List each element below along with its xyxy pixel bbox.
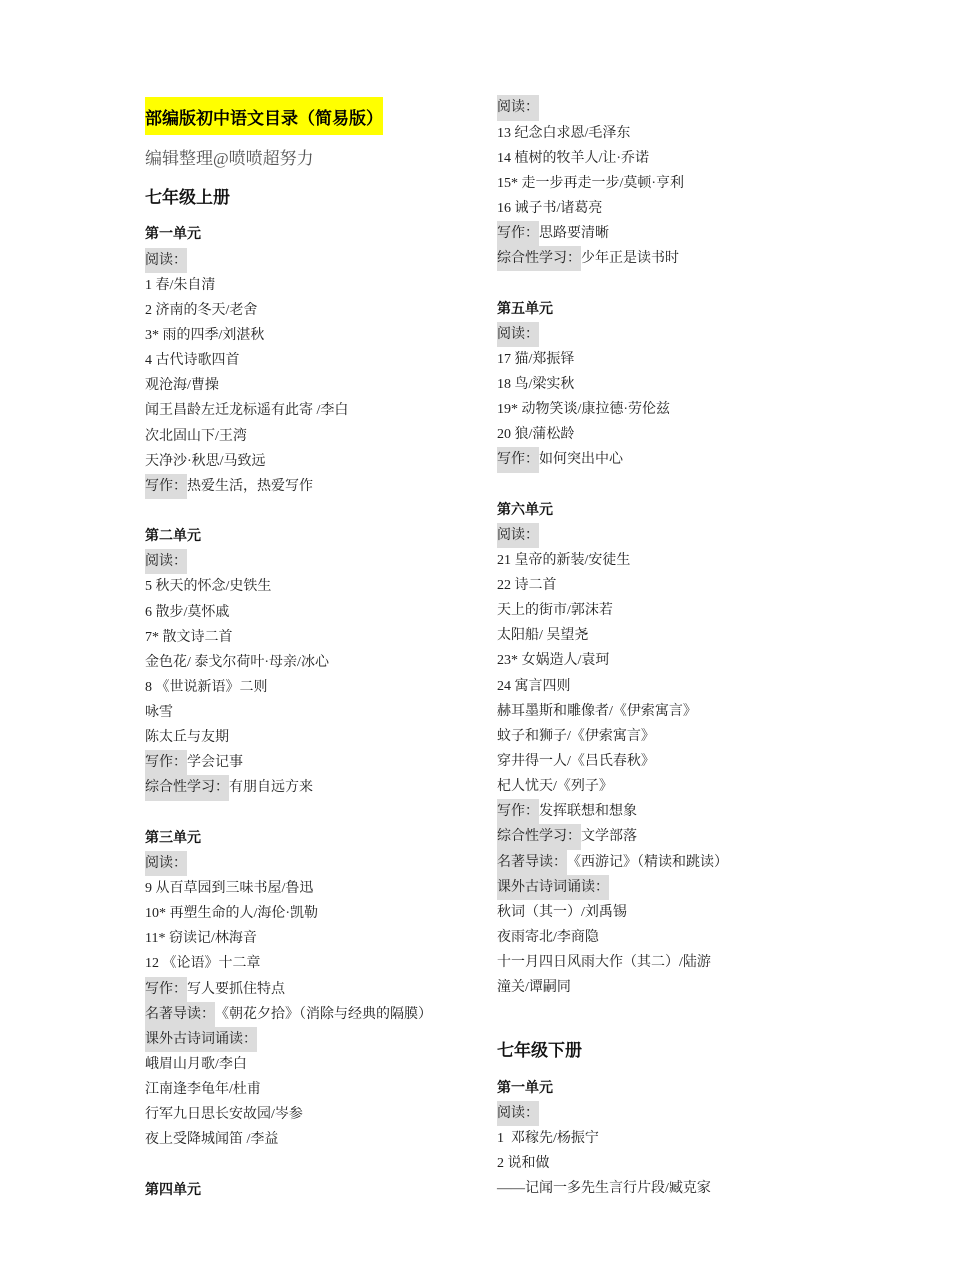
line-text: 2 济南的冬天/老舍 (145, 302, 258, 318)
line-text: 发挥联想和想象 (539, 804, 637, 820)
lesson-line (145, 650, 490, 675)
line-text: 观沧海/曹操 (145, 378, 219, 394)
lesson-line (145, 348, 490, 373)
line-text: 18 鸟/梁实秋 (497, 376, 575, 392)
line-text: 15* 走一步再走一步/莫顿·亨利 (497, 175, 685, 191)
line-text: 秋词（其一）/刘禹锡 (497, 904, 627, 920)
line-text: 文学部落 (581, 829, 637, 845)
section-label: 名著导读： (145, 1002, 215, 1027)
line-text: 咏雪 (145, 705, 173, 721)
unit-block-5 (497, 297, 927, 473)
lesson-line (497, 674, 927, 699)
lesson-line (145, 700, 490, 725)
line-text: 7* 散文诗二首 (145, 629, 233, 645)
section-label-line (145, 775, 490, 800)
section-label-line (145, 750, 490, 775)
lesson-line (145, 1052, 490, 1077)
section-label: 写作： (497, 221, 539, 246)
section-label-line (497, 246, 927, 271)
line-text: 《西游记》（精读和跳读） (567, 854, 728, 870)
section-label-line (145, 1027, 490, 1052)
line-text: 有朋自远方来 (229, 780, 313, 796)
line-text: 天上的街市/郭沫若 (497, 603, 613, 619)
section-label: 课外古诗词诵读： (497, 875, 609, 900)
section-label: 名著导读： (497, 850, 567, 875)
section-label: 阅读： (145, 851, 187, 876)
section-label: 写作： (145, 474, 187, 499)
section-label-line (497, 221, 927, 246)
section-label-line (497, 95, 927, 120)
section-label-line (145, 977, 490, 1002)
lesson-line (145, 901, 490, 926)
lesson-line (145, 725, 490, 750)
section-label-line (145, 851, 490, 876)
section-label-line (497, 1101, 927, 1126)
unit-heading: 第一单元 (145, 227, 201, 243)
line-text: 8 《世说新语》二则 (145, 679, 268, 695)
lesson-line (497, 1176, 927, 1201)
line-text: 赫耳墨斯和雕像者/《伊索寓言》 (497, 703, 697, 719)
lesson-line (145, 625, 490, 650)
lesson-line (145, 398, 490, 423)
section-label: 写作： (145, 750, 187, 775)
lesson-line (497, 598, 927, 623)
line-text: 22 诗二首 (497, 578, 557, 594)
section-label: 阅读： (497, 322, 539, 347)
line-text: 十一月四日风雨大作（其二）/陆游 (497, 955, 711, 971)
line-text: 如何突出中心 (539, 452, 623, 468)
upper-units-left (145, 222, 490, 1202)
left-column (145, 97, 490, 1203)
spacer (145, 801, 490, 826)
line-text: 夜上受降城闻笛 /李益 (145, 1132, 279, 1148)
lower-unit-block-1 (497, 1076, 927, 1202)
section-label: 阅读： (497, 1101, 539, 1126)
lesson-line (145, 1127, 490, 1152)
lesson-line (145, 1077, 490, 1102)
lesson-line (497, 648, 927, 673)
line-text: 14 植树的牧羊人/让·乔诺 (497, 150, 650, 166)
unit-block-3 (145, 826, 490, 1153)
lesson-line (145, 424, 490, 449)
line-text: 天净沙·秋思/马致远 (145, 453, 266, 469)
line-text: 热爱生活，热爱写作 (187, 478, 313, 494)
line-text: 1 春/朱自清 (145, 277, 216, 293)
document-title: 部编版初中语文目录（简易版） (145, 97, 383, 135)
lesson-line (145, 600, 490, 625)
editor-credit: 编辑整理@喷喷超努力 (145, 149, 314, 168)
line-text: 行军九日思长安故园/岑参 (145, 1107, 303, 1123)
unit-block-4-lines (497, 95, 927, 271)
line-text: 20 狼/蒲松龄 (497, 427, 575, 443)
lesson-line (145, 675, 490, 700)
lesson-line (145, 298, 490, 323)
line-text: 次北固山下/王湾 (145, 428, 247, 444)
line-text: 23* 女娲造人/袁珂 (497, 653, 610, 669)
unit-heading: 第五单元 (497, 301, 553, 317)
lesson-line (497, 146, 927, 171)
section-label-line (497, 850, 927, 875)
lesson-line (497, 347, 927, 372)
lesson-line (497, 372, 927, 397)
section-label-line (497, 824, 927, 849)
lesson-line (145, 373, 490, 398)
spacer (497, 271, 927, 296)
lesson-line (497, 950, 927, 975)
line-text: 1 邓稼先/杨振宁 (497, 1131, 599, 1147)
spacer (497, 473, 927, 498)
lesson-line (145, 926, 490, 951)
line-text: 陈太丘与友期 (145, 730, 229, 746)
lesson-line (497, 548, 927, 573)
unit-block-4-heading (145, 1178, 490, 1203)
lesson-line (497, 1126, 927, 1151)
section-label: 阅读： (145, 549, 187, 574)
section-label: 写作： (497, 799, 539, 824)
line-text: 夜雨寄北/李商隐 (497, 930, 599, 946)
spacer (145, 1153, 490, 1178)
line-text: 写人要抓住特点 (187, 981, 285, 997)
line-text: 潼关/谭嗣同 (497, 980, 571, 996)
line-text: 杞人忧天/《列子》 (497, 779, 613, 795)
line-text: 闻王昌龄左迁龙标遥有此寄 /李白 (145, 403, 349, 419)
line-text: 4 古代诗歌四首 (145, 353, 240, 369)
unit-heading: 第三单元 (145, 830, 201, 846)
line-text: 3* 雨的四季/刘湛秋 (145, 327, 265, 343)
line-text: 12 《论语》十二章 (145, 956, 261, 972)
line-text: 2 说和做 (497, 1156, 550, 1172)
section-label-line (497, 799, 927, 824)
lesson-line (497, 171, 927, 196)
section-label: 综合性学习： (145, 775, 229, 800)
lesson-line (497, 749, 927, 774)
line-text: 《朝花夕拾》（消除与经典的隔膜） (215, 1006, 432, 1022)
unit-heading: 第六单元 (497, 502, 553, 518)
unit-block-1 (145, 222, 490, 499)
lesson-line (497, 623, 927, 648)
section-label: 综合性学习： (497, 824, 581, 849)
line-text: 10* 再塑生命的人/海伦·凯勒 (145, 906, 319, 922)
lesson-line (497, 900, 927, 925)
section-label: 写作： (497, 447, 539, 472)
spacer (145, 499, 490, 524)
line-text: 21 皇帝的新装/安徒生 (497, 552, 631, 568)
section-label: 写作： (145, 977, 187, 1002)
line-text: 金色花/ 泰戈尔荷叶·母亲/冰心 (145, 654, 329, 670)
lesson-line (497, 422, 927, 447)
line-text: 蚊子和狮子/《伊索寓言》 (497, 728, 655, 744)
lesson-line (145, 876, 490, 901)
line-text: 13 纪念白求恩/毛泽东 (497, 125, 631, 141)
line-text: 17 猫/郑振铎 (497, 351, 575, 367)
grade-heading-7-lower: 七年级下册 (497, 1040, 582, 1060)
line-text: 9 从百草园到三味书屋/鲁迅 (145, 881, 314, 897)
line-text: 思路要清晰 (539, 226, 609, 242)
unit-heading: 第二单元 (145, 529, 201, 545)
section-label-line (497, 875, 927, 900)
lesson-line (497, 975, 927, 1000)
unit-heading: 第四单元 (145, 1182, 201, 1198)
unit-block-2 (145, 524, 490, 801)
line-text: 太阳船/ 吴望尧 (497, 628, 589, 644)
line-text: 学会记事 (187, 755, 243, 771)
line-text: 穿井得一人/《吕氏春秋》 (497, 754, 655, 770)
lesson-line (497, 121, 927, 146)
lesson-line (497, 724, 927, 749)
section-label: 课外古诗词诵读： (145, 1027, 257, 1052)
section-label: 阅读： (497, 95, 539, 120)
lesson-line (497, 196, 927, 221)
line-text: 11* 窃读记/林海音 (145, 931, 257, 947)
section-label-line (497, 322, 927, 347)
line-text: 5 秋天的怀念/史铁生 (145, 579, 272, 595)
section-label-line (497, 523, 927, 548)
lesson-line (497, 699, 927, 724)
line-text: ——记闻一多先生言行片段/臧克家 (497, 1181, 711, 1197)
section-label-line (145, 549, 490, 574)
lesson-line (497, 573, 927, 598)
lesson-line (145, 323, 490, 348)
lesson-line (145, 574, 490, 599)
unit-heading: 第一单元 (497, 1080, 553, 1096)
section-label: 阅读： (497, 523, 539, 548)
lesson-line (497, 1151, 927, 1176)
unit-block-6 (497, 498, 927, 1001)
section-label: 阅读： (145, 248, 187, 273)
lesson-line (497, 397, 927, 422)
line-text: 峨眉山月歌/李白 (145, 1057, 247, 1073)
line-text: 少年正是读书时 (581, 251, 679, 267)
spacer (497, 1000, 927, 1025)
section-label-line (145, 474, 490, 499)
lesson-line (145, 951, 490, 976)
lesson-line (145, 1102, 490, 1127)
lesson-line (145, 449, 490, 474)
right-column (497, 95, 927, 1201)
grade-heading-7-upper: 七年级上册 (145, 188, 230, 207)
title-wrap (145, 97, 490, 135)
line-text: 6 散步/莫怀戚 (145, 604, 230, 620)
line-text: 19* 动物笑谈/康拉德·劳伦兹 (497, 402, 671, 418)
line-text: 24 寓言四则 (497, 678, 571, 694)
section-label-line (497, 447, 927, 472)
lesson-line (497, 925, 927, 950)
line-text: 16 诫子书/诸葛亮 (497, 200, 603, 216)
section-label-line (145, 248, 490, 273)
lesson-line (145, 273, 490, 298)
section-label: 综合性学习： (497, 246, 581, 271)
section-label-line (145, 1002, 490, 1027)
line-text: 江南逢李龟年/杜甫 (145, 1082, 261, 1098)
lesson-line (497, 774, 927, 799)
